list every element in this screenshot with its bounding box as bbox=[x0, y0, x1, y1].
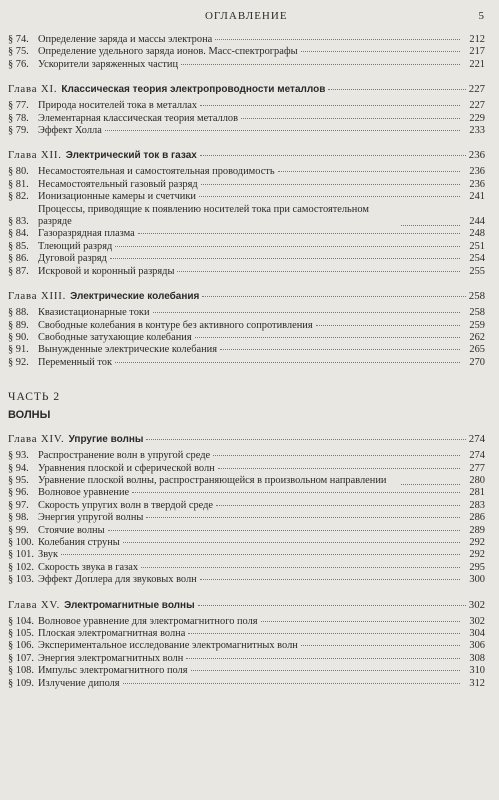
section-number: § 80. bbox=[8, 166, 29, 178]
toc-entry bbox=[8, 574, 485, 586]
chapter-title: Упругие волны bbox=[68, 434, 144, 446]
section-page: 229 bbox=[469, 112, 485, 124]
section-page: 221 bbox=[469, 58, 485, 70]
section-page: 310 bbox=[469, 665, 485, 677]
section-number: § 83. bbox=[8, 216, 29, 228]
section-title: Экспериментальное исследование электромагнитных волн bbox=[38, 640, 298, 652]
dot-leader bbox=[153, 312, 460, 313]
section-number: § 101. bbox=[8, 549, 34, 561]
chapter-heading bbox=[8, 83, 485, 96]
section-number: § 93. bbox=[8, 450, 29, 462]
dot-leader bbox=[132, 492, 460, 493]
toc-entry bbox=[8, 228, 485, 240]
section-number: § 94. bbox=[8, 462, 29, 474]
section-number: § 81. bbox=[8, 178, 29, 190]
section-page: 295 bbox=[469, 561, 485, 573]
dot-leader bbox=[108, 530, 460, 531]
dot-leader bbox=[181, 64, 460, 65]
section-title: Волновое уравнение для электромагнитного поля bbox=[38, 615, 258, 627]
section-number: § 78. bbox=[8, 112, 29, 124]
section-page: 308 bbox=[469, 652, 485, 664]
toc-entry bbox=[8, 512, 485, 524]
toc-entry bbox=[8, 204, 485, 229]
section-page: 241 bbox=[469, 191, 485, 203]
section-title: Уравнение плоской волны, распространяющейся в произвольном направлении bbox=[38, 474, 387, 486]
section-title: Свободные затухающие колебания bbox=[38, 331, 192, 343]
dot-leader bbox=[215, 39, 460, 40]
dot-leader bbox=[401, 225, 460, 226]
section-page: 248 bbox=[469, 228, 485, 240]
toc-entry bbox=[8, 640, 485, 652]
dot-leader bbox=[115, 246, 460, 247]
section-page: 259 bbox=[469, 319, 485, 331]
dot-leader bbox=[105, 130, 460, 131]
toc-entry bbox=[8, 475, 485, 487]
section-title: Плоская электромагнитная волна bbox=[38, 628, 186, 639]
section-title: Газоразрядная плазма bbox=[38, 228, 135, 240]
section-page: 217 bbox=[469, 46, 485, 58]
section-number: § 106. bbox=[8, 640, 34, 652]
toc-entry bbox=[8, 344, 485, 356]
part-label: ЧАСТЬ 2 bbox=[8, 391, 61, 404]
dot-leader bbox=[278, 171, 460, 172]
section-number: § 100. bbox=[8, 536, 34, 548]
section-number: § 98. bbox=[8, 512, 29, 524]
section-number: § 99. bbox=[8, 524, 29, 536]
section-number: § 91. bbox=[8, 344, 29, 356]
toc-entry bbox=[8, 100, 485, 112]
section-number: § 90. bbox=[8, 331, 29, 343]
toc-entry bbox=[8, 191, 485, 203]
section-page: 251 bbox=[469, 240, 485, 252]
section-page: 306 bbox=[469, 640, 485, 652]
section-number: § 87. bbox=[8, 265, 29, 277]
section-page: 302 bbox=[469, 615, 485, 627]
toc-entry bbox=[8, 46, 485, 58]
section-page: 258 bbox=[469, 307, 485, 319]
toc-entry bbox=[8, 166, 485, 178]
dot-leader bbox=[200, 579, 460, 580]
section-number: § 82. bbox=[8, 191, 29, 203]
section-page: 300 bbox=[469, 574, 485, 586]
section-title: Определение удельного заряда ионов. Масс-спектрографы bbox=[38, 46, 298, 58]
section-number: § 89. bbox=[8, 319, 29, 331]
section-number: § 77. bbox=[8, 100, 29, 112]
table-of-contents bbox=[8, 34, 485, 690]
section-page: 265 bbox=[469, 344, 485, 356]
section-title: Колебания струны bbox=[38, 536, 120, 548]
chapter-label: Глава XI. bbox=[8, 83, 58, 96]
section-page: 281 bbox=[469, 487, 485, 499]
dot-leader bbox=[191, 670, 460, 671]
section-page: 289 bbox=[469, 524, 485, 536]
dot-leader bbox=[115, 362, 460, 363]
section-page: 292 bbox=[469, 536, 485, 548]
section-number: § 84. bbox=[8, 228, 29, 240]
section-title: Переменный ток bbox=[38, 356, 113, 368]
dot-leader bbox=[138, 233, 460, 234]
chapter-page: 236 bbox=[468, 149, 485, 162]
toc-entry bbox=[8, 266, 485, 278]
section-number: § 97. bbox=[8, 499, 29, 511]
dot-leader bbox=[195, 337, 460, 338]
dot-leader bbox=[220, 349, 460, 350]
chapter-heading bbox=[8, 290, 485, 303]
toc-entry bbox=[8, 113, 485, 125]
toc-entry bbox=[8, 562, 485, 574]
dot-leader bbox=[218, 468, 460, 469]
section-page: 244 bbox=[469, 216, 485, 228]
chapter-heading bbox=[8, 149, 485, 162]
section-number: § 102. bbox=[8, 561, 34, 573]
section-title: Волновое уравнение bbox=[38, 487, 130, 499]
toc-entry bbox=[8, 179, 485, 191]
dot-leader bbox=[186, 658, 460, 659]
dot-leader bbox=[198, 605, 466, 606]
section-number: § 88. bbox=[8, 307, 29, 319]
section-page: 283 bbox=[469, 499, 485, 511]
toc-entry bbox=[8, 307, 485, 319]
section-title: Скорость звука в газах bbox=[38, 561, 139, 573]
dot-leader bbox=[123, 542, 460, 543]
section-page: 312 bbox=[469, 677, 485, 689]
section-title: Процессы, приводящие к появлению носителей тока при самостоятельном разряде bbox=[38, 203, 369, 228]
section-page: 277 bbox=[469, 462, 485, 474]
section-title: Тлеющий разряд bbox=[38, 240, 113, 252]
section-title: Ускорители заряженных частиц bbox=[38, 58, 179, 70]
section-page: 212 bbox=[469, 34, 485, 45]
section-page: 286 bbox=[469, 512, 485, 524]
dot-leader bbox=[200, 155, 466, 156]
section-number: § 108. bbox=[8, 665, 34, 677]
section-title: Уравнения плоской и сферической волн bbox=[38, 462, 215, 474]
dot-leader bbox=[177, 271, 460, 272]
toc-entry bbox=[8, 59, 485, 71]
toc-entry bbox=[8, 253, 485, 265]
page-title: ОГЛАВЛЕНИЕ bbox=[204, 10, 288, 22]
dot-leader bbox=[61, 554, 460, 555]
section-number: § 105. bbox=[8, 628, 34, 639]
dot-leader bbox=[261, 621, 460, 622]
section-number: § 75. bbox=[8, 46, 29, 58]
toc-entry bbox=[8, 450, 485, 462]
section-number: § 92. bbox=[8, 356, 29, 368]
section-title: Скорость упругих волн в твердой среде bbox=[38, 499, 214, 511]
section-page: 227 bbox=[469, 100, 485, 112]
section-title: Элементарная классическая теория металлов bbox=[38, 112, 239, 124]
section-page: 274 bbox=[469, 450, 485, 462]
toc-entry bbox=[8, 332, 485, 344]
section-page: 292 bbox=[469, 549, 485, 561]
page-number: 5 bbox=[478, 10, 485, 22]
dot-leader bbox=[188, 633, 460, 634]
chapter-page: 274 bbox=[468, 433, 485, 446]
dot-leader bbox=[201, 184, 460, 185]
dot-leader bbox=[401, 484, 460, 485]
chapter-page: 227 bbox=[468, 83, 485, 96]
toc-entry bbox=[8, 537, 485, 549]
chapter-title: Классическая теория электропроводности металлов bbox=[61, 84, 326, 96]
dot-leader bbox=[146, 439, 465, 440]
section-title: Квазистационарные токи bbox=[38, 307, 150, 319]
dot-leader bbox=[301, 645, 460, 646]
dot-leader bbox=[328, 89, 465, 90]
toc-entry bbox=[8, 487, 485, 499]
section-page: 236 bbox=[469, 166, 485, 178]
section-title: Звук bbox=[38, 549, 58, 561]
section-title: Стоячие волны bbox=[38, 524, 105, 536]
chapter-heading bbox=[8, 433, 485, 446]
section-number: § 86. bbox=[8, 253, 29, 265]
dot-leader bbox=[141, 567, 460, 568]
dot-leader bbox=[146, 517, 460, 518]
section-title: Ионизационные камеры и счетчики bbox=[38, 191, 196, 203]
section-title: Определение заряда и массы электрона bbox=[38, 34, 213, 45]
section-number: § 103. bbox=[8, 574, 34, 586]
section-title: Несамостоятельный газовый разряд bbox=[38, 178, 198, 190]
chapter-title: Электромагнитные волны bbox=[64, 599, 195, 611]
toc-entry bbox=[8, 653, 485, 665]
dot-leader bbox=[202, 296, 465, 297]
chapter-title: Электрические колебания bbox=[70, 291, 200, 303]
section-page: 262 bbox=[469, 331, 485, 343]
chapter-page: 302 bbox=[468, 598, 485, 611]
toc-entry bbox=[8, 125, 485, 137]
toc-entry bbox=[8, 616, 485, 628]
toc-entry bbox=[8, 463, 485, 475]
toc-entry bbox=[8, 320, 485, 332]
chapter-title: Электрический ток в газах bbox=[65, 150, 197, 162]
toc-entry bbox=[8, 549, 485, 561]
toc-entry bbox=[8, 241, 485, 253]
part-title: ВОЛНЫ bbox=[8, 409, 51, 422]
section-number: § 76. bbox=[8, 58, 29, 70]
dot-leader bbox=[123, 683, 460, 684]
section-number: § 79. bbox=[8, 125, 29, 137]
section-number: § 85. bbox=[8, 240, 29, 252]
section-title: Искровой и коронный разряды bbox=[38, 265, 175, 277]
chapter-label: Глава XII. bbox=[8, 149, 62, 162]
section-number: § 109. bbox=[8, 677, 34, 689]
chapter-label: Глава XIII. bbox=[8, 290, 67, 303]
part-heading bbox=[8, 391, 485, 421]
section-number: § 107. bbox=[8, 652, 34, 664]
section-title: Дуговой разряд bbox=[38, 253, 107, 265]
toc-entry bbox=[8, 357, 485, 369]
toc-entry bbox=[8, 678, 485, 690]
toc-entry bbox=[8, 525, 485, 537]
dot-leader bbox=[241, 118, 460, 119]
toc-entry bbox=[8, 665, 485, 677]
section-title: Природа носителей тока в металлах bbox=[38, 100, 198, 112]
section-page: 304 bbox=[469, 628, 485, 639]
chapter-page: 258 bbox=[468, 290, 485, 303]
section-number: § 74. bbox=[8, 34, 29, 45]
dot-leader bbox=[213, 455, 460, 456]
toc-entry bbox=[8, 628, 485, 640]
dot-leader bbox=[110, 258, 460, 259]
dot-leader bbox=[199, 196, 460, 197]
section-title: Энергия упругой волны bbox=[38, 512, 144, 524]
dot-leader bbox=[316, 325, 460, 326]
dot-leader bbox=[200, 105, 460, 106]
section-title: Эффект Холла bbox=[38, 125, 102, 137]
section-title: Вынужденные электрические колебания bbox=[38, 344, 218, 356]
chapter-label: Глава XV. bbox=[8, 598, 61, 611]
dot-leader bbox=[301, 51, 460, 52]
dot-leader bbox=[216, 505, 460, 506]
section-page: 270 bbox=[469, 356, 485, 368]
section-title: Энергия электромагнитных волн bbox=[38, 652, 184, 664]
section-page: 236 bbox=[469, 178, 485, 190]
section-number: § 104. bbox=[8, 615, 34, 627]
section-title: Распространение волн в упругой среде bbox=[38, 450, 211, 462]
chapter-label: Глава XIV. bbox=[8, 433, 65, 446]
running-head bbox=[14, 10, 485, 22]
section-page: 254 bbox=[469, 253, 485, 265]
section-title: Несамостоятельная и самостоятельная проводимость bbox=[38, 166, 275, 178]
section-page: 233 bbox=[469, 125, 485, 137]
chapter-heading bbox=[8, 599, 485, 612]
section-title: Эффект Доплера для звуковых волн bbox=[38, 574, 197, 586]
section-title: Излучение диполя bbox=[38, 677, 120, 689]
section-title: Свободные колебания в контуре без активного сопротивления bbox=[38, 319, 313, 331]
toc-entry bbox=[8, 34, 485, 46]
section-number: § 95. bbox=[8, 474, 29, 486]
section-page: 255 bbox=[469, 265, 485, 277]
toc-entry bbox=[8, 500, 485, 512]
section-title: Импульс электромагнитного поля bbox=[38, 665, 188, 677]
section-page: 280 bbox=[469, 474, 485, 486]
section-number: § 96. bbox=[8, 487, 29, 499]
